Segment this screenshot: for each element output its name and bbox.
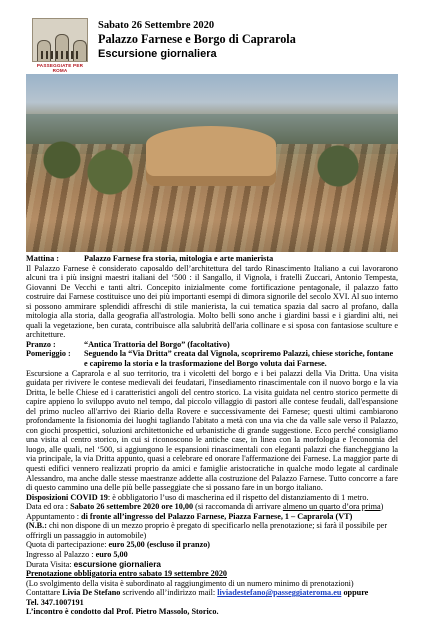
mattina-row <box>26 254 398 264</box>
appuntamento-place: di fronte all’ingresso del Palazzo Farnese, Piazza Farnese, 1 – Caprarola (VT) <box>81 511 353 521</box>
ingresso-line <box>26 550 398 560</box>
orario-advice: almeno un quarto d’ora prima <box>282 502 381 512</box>
event-description <box>26 254 398 617</box>
quota-line <box>26 540 398 550</box>
orario-prefix: Data ed ora : <box>26 502 71 512</box>
mattina-title: Palazzo Farnese fra storia, mitologia e arte manierista <box>84 254 274 263</box>
covid-text: : è obbligatorio l’uso di mascherina ed il rispetto del distanziamento di 1 metro. <box>107 492 369 502</box>
nb-line <box>26 521 398 540</box>
conductor-line: L’incontro è condotto dal Prof. Pietro Massolo, Storico. <box>26 607 219 617</box>
pranzo-label: Pranzo : <box>26 339 56 349</box>
mattina-label: Mattina : <box>26 254 59 263</box>
pranzo-value: “Antica Trattoria del Borgo” (facoltativo) <box>84 339 230 349</box>
durata-value: escursione giornaliera <box>73 559 161 569</box>
ingresso-price: euro 5,00 <box>95 549 128 559</box>
nb-label: (N.B.: <box>26 521 47 531</box>
orario-suffix: ) <box>380 502 384 512</box>
nb-text: chi non dispone di un mezzo proprio è pregato di specificarlo nella prenotazione; si farà il possibile per offrirgli un passaggio in automobile) <box>26 521 388 540</box>
durata-line <box>26 560 398 570</box>
header <box>98 20 296 60</box>
pranzo-row <box>26 340 398 350</box>
logo-image <box>32 18 88 62</box>
covid-line <box>26 493 398 503</box>
orario-datetime: Sabato 26 settembre 2020 ore 10,00 <box>70 502 194 512</box>
event-date: Sabato 26 Settembre 2020 <box>98 20 215 31</box>
quota-prefix: Quota di partecipazione: <box>26 540 109 550</box>
ingresso-prefix: Ingresso al Palazzo : <box>26 549 96 559</box>
contact-line <box>26 588 398 598</box>
page-subtitle: Escursione giornaliera <box>98 48 217 60</box>
mattina-text: Il Palazzo Farnese è considerato caposaldo dell’architettura del tardo Rinascimento Italiano a cui lavorarono alcuni tra i più insigni maestri italiani del ‘500 : il Sangallo, il Vignola, i fratelli Zuccari, Antonio Tempesta, Giovanni De Vecchi e tanti altri. Concepito inizialmente come fortificazione pentagonale, il palazzo fatto costruire dai Farnese costituisce uno dei più importanti esempi di dimora signorile del secolo XVI. Al suo interno si possono ammirare splendidi affreschi di stile manierista, la cui tematica spazia dal sacro al profano, dalla mitologia alla storia, dalla geografia all'astrologia. Molto belli sono anche i giardini bassi e i giardini alti, nei quali la vegetazione, ben curata, contribuisce alla salubrità dell'aria collinare e si sposa con fantasiose sculture e architetture. <box>26 263 398 340</box>
durata-prefix: Durata Visita: <box>26 559 74 569</box>
page-title: Palazzo Farnese e Borgo di Caprarola <box>98 32 296 46</box>
contact-prefix: Contattare <box>26 588 63 598</box>
pomeriggio-title: Seguendo la “Via Dritta” creata dal Vignola, scopriremo Palazzi, chiese storiche, fontane e capiremo la storia e la trasformazione del Borgo voluta dai Farnese. <box>84 349 394 369</box>
pomeriggio-text: Escursione a Caprarola e al suo territorio, tra i vicoletti del borgo e i bei palazzi della Via Dritta. Una visita guidata per rivivere le contese medievali dei feudatari, l'insediamento rinascimentale con il nuovo borgo e la via Dritta, le belle Chiese ed i caratteristici angoli del centro storico. La visita guidata nel centro storico permette di capire appieno lo sviluppo avuto nel tempo, dal piccolo villaggio di pastori alle contese feudali, dall'espansione del primo nucleo all'arrivo dei Riario della Rovere e successivamente dei Farnese; questi ultimi cambiarono profondamente la fisionomia dei luoghi tagliando l'abitato a metà con una via che da valle sale verso il Palazzo, con giochi prospettici, soluzioni architettoniche ed urbanistiche di grande suggestione. Ecco perché consigliamo una visita al centro storico, in cui si riconoscono le antiche case, in linea con la morfologia e l'economia del luogo, alle quali, nel ‘500, si aggiungono le espansioni rinascimentali con eleganti palazzi che fiancheggiano la via principale, la via Dritta appunto, quasi a celebrare ed onorare l'affermazione dei Farnese. La maggior parte di questi edifici vennero realizzati proprio da amici e famiglie aristocratiche in qualche modo legate al cardinale Alessandro, ma anche dalle stesse maestranze addette alla costruzione del Palazzo Farnese. Tutto concorre a fare di questo cammino una delle più belle passeggiate che si possano fare in un borgo italiano. <box>26 368 398 493</box>
contact-middle: scrivendo all’indirizzo mail: <box>120 588 218 598</box>
pomeriggio-label: Pomeriggio : <box>26 349 71 359</box>
palazzo-farnese-image <box>146 126 276 186</box>
caprarola-aerial-photo <box>26 74 398 252</box>
pomeriggio-row <box>26 349 398 368</box>
prenotazione-note: (Lo svolgimento della visita è subordinato al raggiungimento di un numero minimo di prenotazioni) <box>26 578 354 588</box>
contact-name: Livia De Stefano <box>62 588 121 598</box>
logo-caption: PASSEGGIATE PER ROMA <box>36 63 84 73</box>
email-link[interactable]: liviadestefano@passeggiateroma.eu <box>217 588 342 598</box>
appuntamento-line <box>26 512 398 522</box>
contact-or: oppure <box>341 588 369 598</box>
appuntamento-prefix: Appuntamento : <box>26 511 82 521</box>
orario-middle: (si raccomanda di arrivare <box>193 502 283 512</box>
orario-line <box>26 502 398 512</box>
logo <box>32 18 88 73</box>
contact-phone: Tel. 347.1007191 <box>26 597 84 607</box>
covid-label: Disposizioni COVID 19 <box>26 492 108 502</box>
quota-price: euro 25,00 (escluso il pranzo) <box>108 540 211 550</box>
prenotazione-title: Prenotazione obbligatoria entro sabato 19 settembre 2020 <box>26 569 228 579</box>
